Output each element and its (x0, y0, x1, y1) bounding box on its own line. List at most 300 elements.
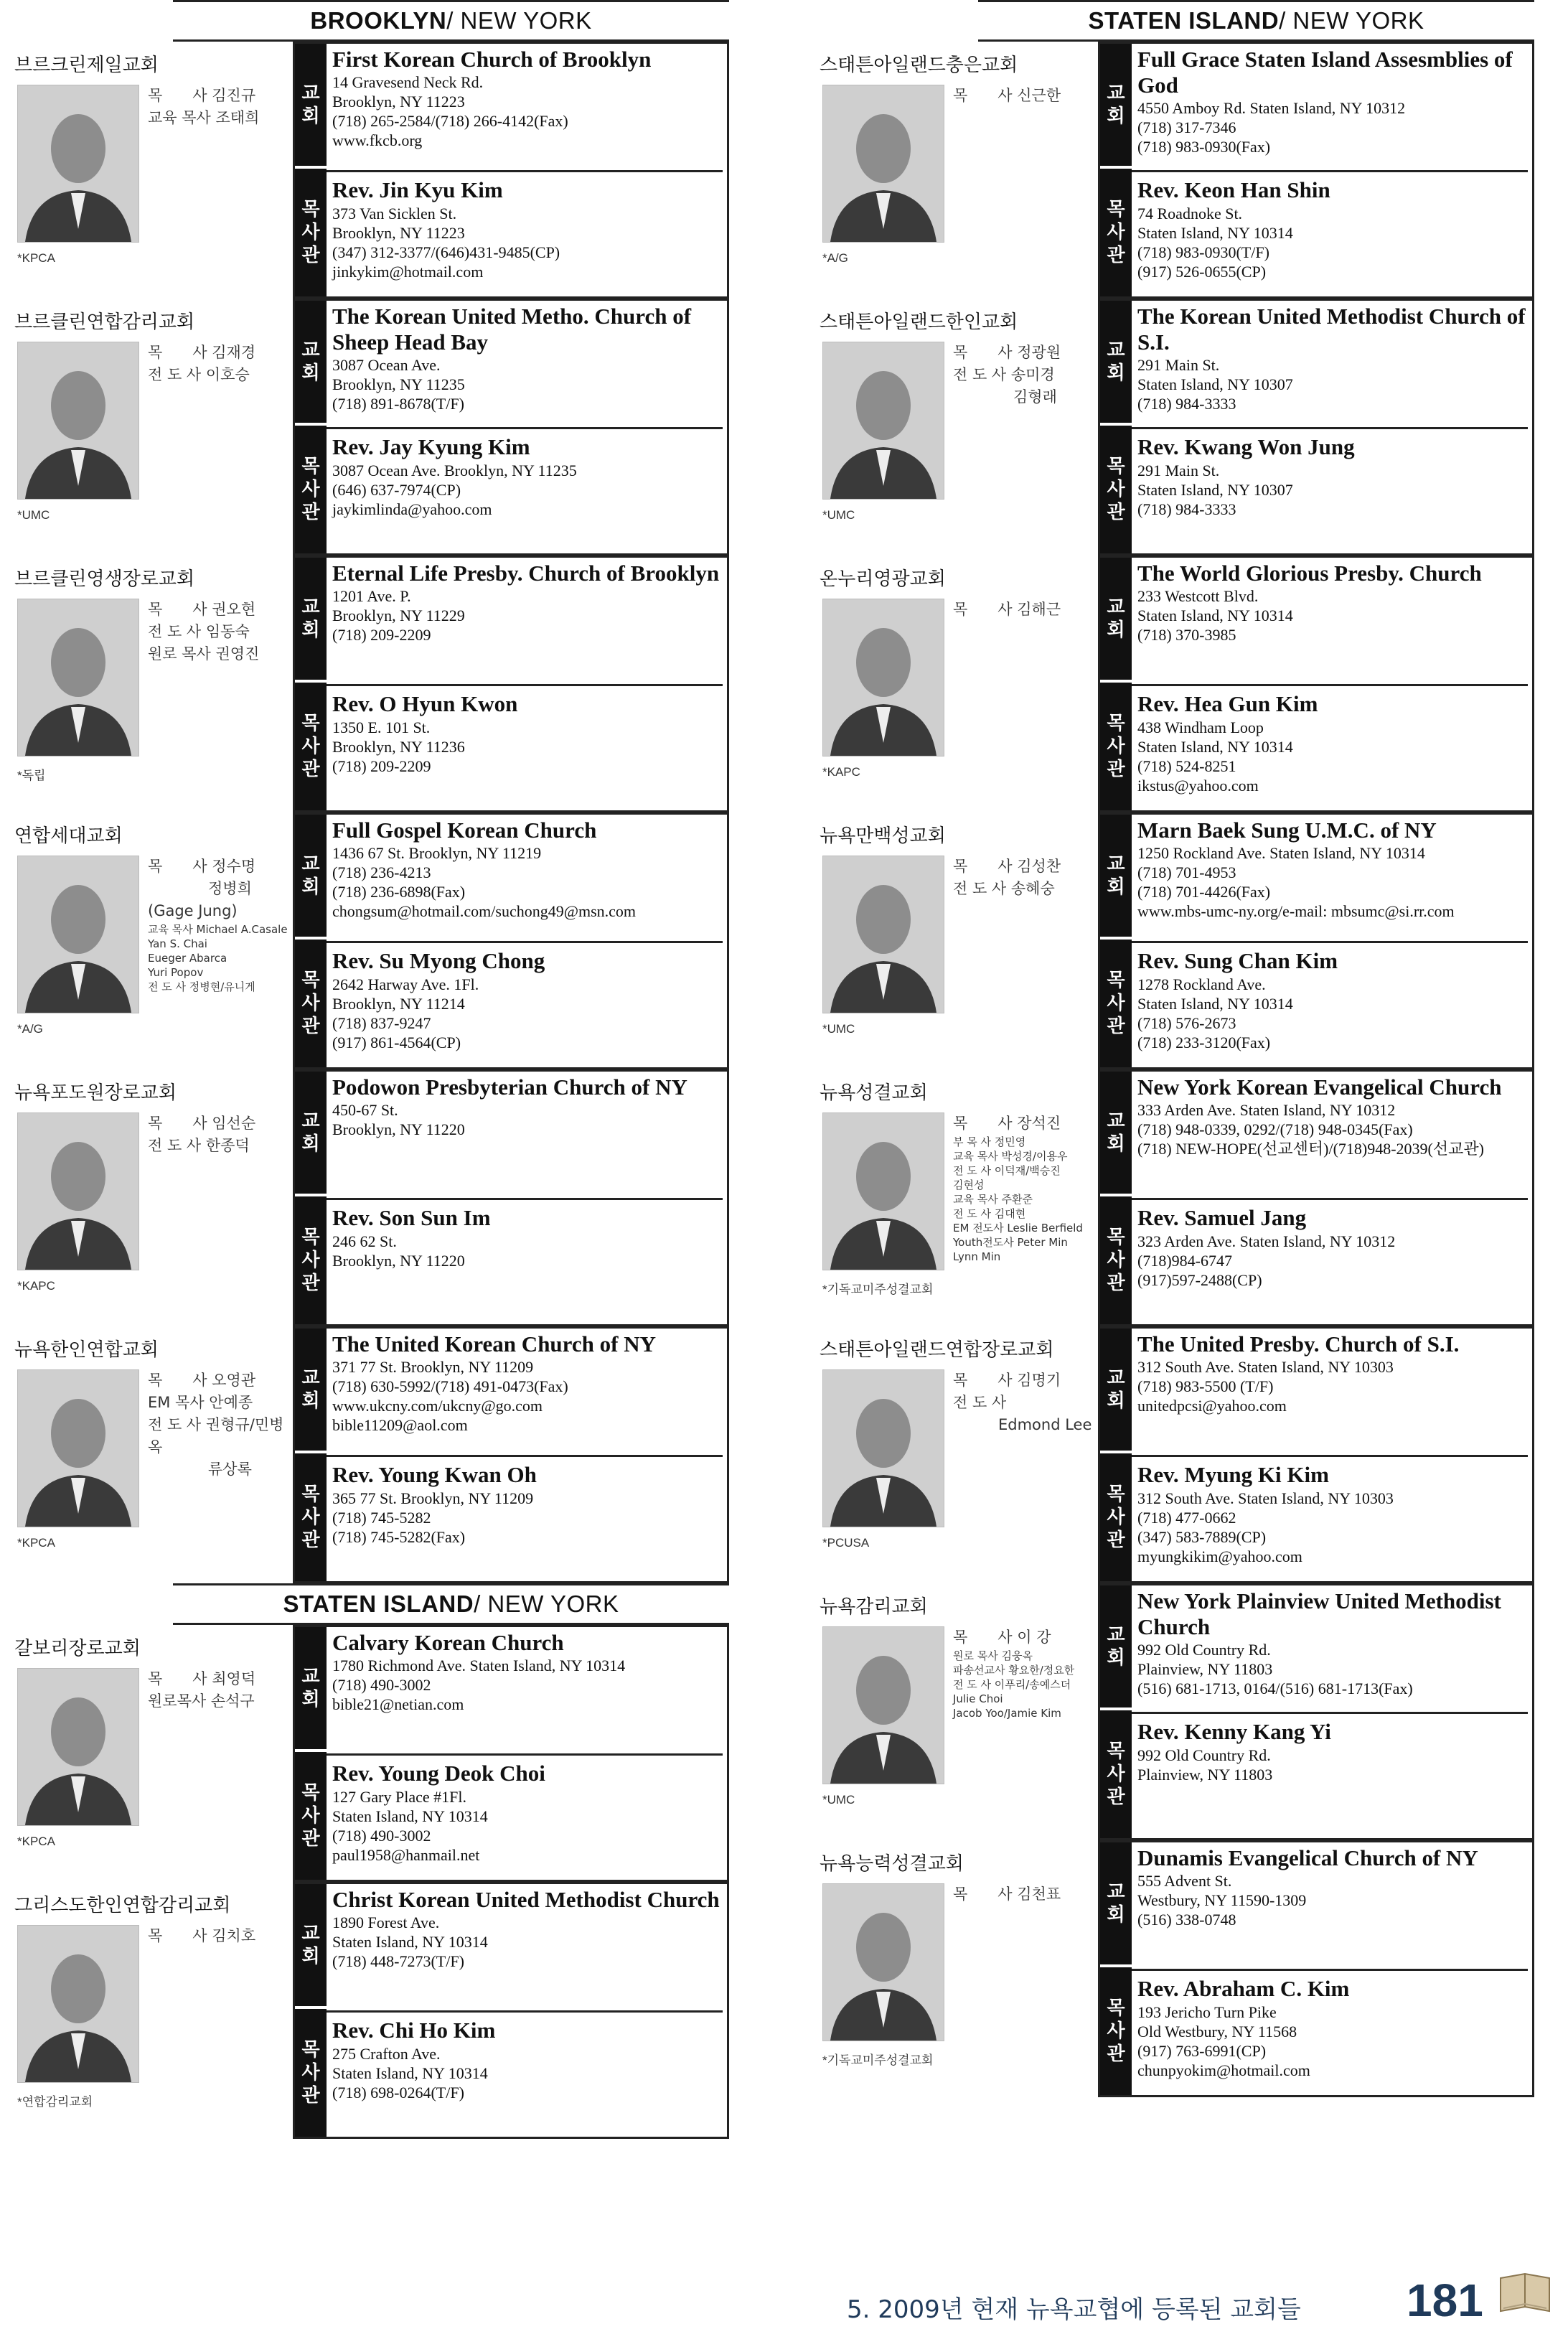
pastor-info (327, 1455, 723, 1578)
staff-line: 전 도 사 송혜숭 (953, 880, 1055, 897)
pastor-label-char: 목 (301, 1782, 320, 1804)
pastor-name: Rev. Su Myong Chong (332, 948, 545, 973)
brooklyn-header-bold: BROOKLYN (310, 7, 447, 34)
pastor-address-line: (718)984-6747 (1137, 1252, 1232, 1270)
pastor-info (1132, 1198, 1528, 1321)
staff-line: 목 사 오영관 (148, 1372, 256, 1389)
church-name: Full Grace Staten Island Assesmblies of God (1137, 47, 1513, 98)
pastor-info (1132, 684, 1528, 807)
pastor-address-line: 438 Windham Loop (1137, 718, 1264, 736)
pastor-address-line: 373 Van Sicklen St. (332, 205, 457, 222)
pastor-address-line: 312 South Ave. Staten Island, NY 10303 (1137, 1489, 1394, 1507)
church-name: Marn Baek Sung U.M.C. of NY (1137, 818, 1437, 843)
staten-left-header (173, 1583, 729, 1625)
pastor-address-line: Staten Island, NY 10314 (1137, 995, 1293, 1013)
staten-right-header-bold: STATEN ISLAND (1088, 7, 1280, 34)
pastor-address-line: 323 Arden Ave. Staten Island, NY 10312 (1137, 1232, 1396, 1250)
pastor-label-char: 관 (1107, 2043, 1125, 2065)
staten-right-header-rest: / NEW YORK (1279, 7, 1424, 34)
pastor-info (1132, 427, 1528, 551)
pastor-label-block (1100, 1967, 1132, 2095)
staff-line: 원로 목사 권영진 (148, 645, 260, 662)
pastor-address-line: (917) 861-4564(CP) (332, 1034, 461, 1051)
pastor-label-block (295, 1453, 327, 1581)
pastor-address-line: 127 Gary Place #1Fl. (332, 1788, 466, 1806)
contact-box (1098, 1840, 1534, 2097)
pastor-label-char: 사 (301, 2062, 320, 2084)
church-address-line: Brooklyn, NY 11235 (332, 375, 465, 393)
staff-line: 전 도 사 송미경 (953, 366, 1055, 383)
staff-line-small: Eueger Abarca (148, 952, 227, 965)
church-label-char: 회 (301, 1133, 320, 1155)
staff-list (148, 1369, 291, 1481)
church-label-char: 회 (1107, 1133, 1125, 1155)
staff-line: 전 도 사 권형규/민병옥 (148, 1416, 284, 1456)
pastor-label-block (295, 683, 327, 810)
staff-line-small: 전 도 사 이덕재/백승진 (953, 1164, 1061, 1177)
pastor-info (327, 941, 723, 1064)
church-label-char: 회 (1107, 619, 1125, 641)
church-label-char: 회 (301, 1390, 320, 1412)
church-korean-name: 스태튼아일랜드연합장로교회 (820, 1339, 1054, 1361)
church-label-char: 교 (1107, 339, 1125, 361)
staff-list (953, 342, 1097, 408)
church-label-char: 교 (301, 1367, 320, 1389)
entry-info (817, 1069, 1093, 1326)
church-info (1137, 47, 1528, 164)
church-info (332, 47, 723, 164)
pastor-address-line: 365 77 St. Brooklyn, NY 11209 (332, 1489, 534, 1507)
staff-line-small: Yuri Popov (148, 966, 204, 979)
pastor-name: Rev. Jay Kyung Kim (332, 434, 530, 459)
pastor-address-line: (718) 233-3120(Fax) (1137, 1034, 1271, 1051)
pastor-label-char: 사 (301, 1805, 320, 1827)
pastor-address-line: Staten Island, NY 10314 (1137, 224, 1293, 242)
church-address-line: (718) 448-7273(T/F) (332, 1952, 464, 1970)
pastor-label-char: 관 (301, 245, 320, 266)
pastor-label-block (1100, 1710, 1132, 1838)
staff-line: 목 사 이 강 (953, 1629, 1051, 1646)
staff-line: 원로목사 손석구 (148, 1692, 255, 1710)
church-label-block (295, 815, 327, 937)
pastor-label-char: 관 (1107, 759, 1125, 780)
pastor-address-line: (917) 763-6991(CP) (1137, 2042, 1267, 2060)
pastor-label-char: 사 (1107, 479, 1125, 500)
church-korean-name: 브르클린영생장로교회 (14, 568, 195, 590)
church-label-block (1100, 1585, 1132, 1707)
pastor-photo (822, 1883, 944, 2041)
staff-list (953, 1112, 1097, 1264)
pastor-label-block (1100, 940, 1132, 1067)
pastor-info (327, 170, 723, 294)
church-label-block (1100, 1329, 1132, 1451)
pastor-name: Rev. Hea Gun Kim (1137, 691, 1318, 716)
pastor-label-char: 관 (1107, 1016, 1125, 1037)
pastor-name: Rev. Samuel Jang (1137, 1205, 1307, 1230)
church-entry (817, 1326, 1534, 1583)
contact-box (293, 1326, 729, 1583)
church-address-line: 333 Arden Ave. Staten Island, NY 10312 (1137, 1101, 1396, 1119)
pastor-address-line: (718) 524-8251 (1137, 757, 1236, 775)
staff-line: EM 목사 안예종 (148, 1394, 253, 1411)
pastor-photo (822, 85, 944, 243)
church-name: New York Korean Evangelical Church (1137, 1074, 1502, 1100)
left-column (11, 0, 729, 2139)
church-address-line: www.fkcb.org (332, 131, 423, 149)
contact-box (293, 812, 729, 1069)
church-address-line: bible11209@aol.com (332, 1416, 468, 1434)
pastor-photo (17, 856, 139, 1013)
church-entry (817, 812, 1534, 1069)
pastor-photo (822, 1369, 944, 1527)
staff-line: 목 사 김치호 (148, 1927, 256, 1944)
pastor-label-block (1100, 426, 1132, 553)
church-address-line: Brooklyn, NY 11220 (332, 1120, 465, 1138)
pastor-address-line: 193 Jericho Turn Pike (1137, 2003, 1277, 2021)
church-label-char: 교 (1107, 1624, 1125, 1646)
staff-line: 전 도 사 한종덕 (148, 1137, 250, 1154)
church-name: The World Glorious Presby. Church (1137, 561, 1482, 586)
pastor-address-line: myungkikim@yahoo.com (1137, 1547, 1302, 1565)
pastor-label-block (1100, 1196, 1132, 1324)
church-info (332, 1630, 723, 1748)
pastor-label-char: 목 (301, 199, 320, 220)
church-korean-name: 뉴욕감리교회 (820, 1596, 928, 1618)
pastor-photo (17, 85, 139, 243)
pastor-label-char: 목 (1107, 713, 1125, 734)
church-address-line: (718) 265-2584/(718) 266-4142(Fax) (332, 112, 568, 130)
church-address-line: 291 Main St. (1137, 356, 1220, 374)
pastor-photo (17, 1668, 139, 1826)
entry-info (11, 1069, 288, 1326)
pastor-label-char: 목 (301, 1227, 320, 1248)
denomination-label: *KAPC (17, 1279, 55, 1293)
church-address-line: (718) 209-2209 (332, 626, 431, 644)
staff-list (148, 1925, 291, 1947)
pastor-name: Rev. Sung Chan Kim (1137, 948, 1338, 973)
church-address-line: (718) 490-3002 (332, 1676, 431, 1694)
entry-info (11, 812, 288, 1069)
church-entry (817, 1069, 1534, 1326)
staff-line: 교육 목사 조태희 (148, 109, 260, 126)
pastor-address-line: Staten Island, NY 10314 (1137, 738, 1293, 756)
pastor-photo (17, 1925, 139, 2083)
church-address-line: 1436 67 St. Brooklyn, NY 11219 (332, 844, 542, 862)
pastor-address-line: (718) 745-5282(Fax) (332, 1528, 466, 1546)
pastor-photo (822, 599, 944, 756)
pastor-address-line: Plainview, NY 11803 (1137, 1766, 1273, 1784)
denomination-label: *A/G (17, 1022, 43, 1036)
pastor-label-char: 목 (1107, 199, 1125, 220)
pastor-label-char: 사 (1107, 1763, 1125, 1785)
pastor-label-char: 관 (1107, 1529, 1125, 1551)
church-label-block (295, 1627, 327, 1749)
church-label-block (295, 558, 327, 680)
contact-box (293, 1882, 729, 2139)
pastor-address-line: 74 Roadnoke St. (1137, 205, 1243, 222)
church-info (332, 561, 723, 678)
pastor-name: Rev. O Hyun Kwon (332, 691, 518, 716)
church-entry (11, 1326, 729, 1583)
staff-line-small: 부 목 사 정민영 (953, 1135, 1026, 1148)
staff-line: 전 도 사 임동숙 (148, 623, 250, 640)
denomination-label: *UMC (822, 508, 855, 522)
contact-box (293, 42, 729, 299)
pastor-address-line: 1278 Rockland Ave. (1137, 975, 1266, 993)
pastor-address-line: ikstus@yahoo.com (1137, 777, 1259, 795)
church-entry (817, 1583, 1534, 1840)
pastor-label-char: 사 (301, 736, 320, 757)
pastor-address-line: (718) 837-9247 (332, 1014, 431, 1032)
church-label-char: 회 (301, 1946, 320, 1967)
staff-list (953, 1626, 1097, 1720)
church-address-line: Staten Island, NY 10314 (1137, 606, 1293, 624)
contact-box (1098, 1326, 1534, 1583)
staff-line-small: Jacob Yoo/Jamie Kim (953, 1707, 1061, 1720)
church-address-line: (718) 236-6898(Fax) (332, 883, 466, 901)
entry-info (11, 1625, 288, 1882)
pastor-info (1132, 1969, 1528, 2092)
pastor-label-char: 사 (1107, 736, 1125, 757)
church-name: The Korean United Methodist Church of S.I. (1137, 304, 1526, 355)
staff-list (148, 599, 291, 665)
staff-line: 목 사 권오현 (148, 601, 256, 618)
church-address-line: 14 Gravesend Neck Rd. (332, 73, 484, 91)
church-address-line: 233 Westcott Blvd. (1137, 587, 1259, 605)
church-info (1137, 1331, 1528, 1449)
pastor-label-block (1100, 683, 1132, 810)
pastor-label-block (295, 1752, 327, 1880)
staten-left-header-rest: / NEW YORK (474, 1591, 619, 1617)
pastor-name: Rev. Kwang Won Jung (1137, 434, 1355, 459)
pastor-photo (822, 342, 944, 500)
church-name: First Korean Church of Brooklyn (332, 47, 652, 72)
church-label-block (1100, 815, 1132, 937)
pastor-label-char: 목 (1107, 970, 1125, 991)
entry-info (817, 812, 1093, 1069)
church-korean-name: 스태튼아일랜드한인교회 (820, 311, 1018, 333)
church-address-line: 1780 Richmond Ave. Staten Island, NY 10314 (332, 1657, 626, 1674)
pastor-info (327, 1198, 723, 1321)
pastor-label-char: 관 (301, 1273, 320, 1294)
pastor-label-block (295, 426, 327, 553)
church-address-line: 371 77 St. Brooklyn, NY 11209 (332, 1358, 534, 1376)
staff-line: 목 사 정수명 (148, 858, 256, 875)
contact-box (293, 1625, 729, 1882)
church-info (1137, 1845, 1528, 1963)
church-address-line: 450-67 St. (332, 1101, 398, 1119)
pastor-address-line: (718) 984-3333 (1137, 500, 1236, 518)
staff-list (148, 1112, 291, 1157)
church-name: Podowon Presbyterian Church of NY (332, 1074, 687, 1100)
staff-line: (Gage Jung) (148, 902, 238, 919)
church-info (332, 1887, 723, 2005)
church-label-char: 회 (1107, 1390, 1125, 1412)
pastor-address-line: Brooklyn, NY 11236 (332, 738, 465, 756)
church-address-line: (718) 984-3333 (1137, 395, 1236, 413)
right-column (817, 0, 1534, 2097)
staff-list (953, 1883, 1097, 1906)
pastor-name: Rev. Myung Ki Kim (1137, 1462, 1329, 1487)
pastor-address-line: Old Westbury, NY 11568 (1137, 2023, 1297, 2041)
church-label-char: 교 (1107, 1367, 1125, 1389)
pastor-label-char: 목 (1107, 1227, 1125, 1248)
church-entry (11, 1882, 729, 2139)
denomination-label: *KPCA (17, 1536, 55, 1550)
church-label-block (1100, 1842, 1132, 1964)
church-address-line: (516) 338-0748 (1137, 1911, 1236, 1929)
pastor-name: Rev. Jin Kyu Kim (332, 177, 503, 202)
pastor-address-line: Brooklyn, NY 11223 (332, 224, 465, 242)
church-address-line: bible21@netian.com (332, 1695, 464, 1713)
staff-line: Edmond Lee (953, 1416, 1092, 1433)
entry-info (817, 299, 1093, 556)
entry-info (11, 1882, 288, 2139)
entry-info (11, 1326, 288, 1583)
page-number: 181 (1407, 2275, 1483, 2326)
church-name: Calvary Korean Church (332, 1630, 564, 1655)
staff-line: 목 사 김명기 (953, 1372, 1061, 1389)
contact-box (293, 299, 729, 556)
staff-line-small: 파송선교사 황요한/정요한 (953, 1664, 1075, 1677)
staff-list (953, 599, 1097, 621)
church-label-char: 교 (1107, 1881, 1125, 1903)
staten-left-header-bold: STATEN ISLAND (283, 1591, 474, 1617)
denomination-label: *KAPC (822, 765, 860, 779)
staff-line: 목 사 장석진 (953, 1115, 1061, 1132)
entry-info (817, 1326, 1093, 1583)
pastor-label-char: 사 (301, 1507, 320, 1528)
entry-info (817, 42, 1093, 299)
church-info (1137, 561, 1528, 678)
staff-line: 목 사 임선순 (148, 1115, 256, 1132)
church-label-char: 교 (301, 1923, 320, 1944)
pastor-label-char: 목 (301, 456, 320, 477)
denomination-label: *기독교미주성결교회 (822, 1283, 934, 1296)
pastor-info (1132, 170, 1528, 294)
church-korean-name: 스태튼아일랜드충은교회 (820, 55, 1018, 76)
pastor-address-line: (718) 477-0662 (1137, 1509, 1236, 1527)
staff-list (148, 856, 291, 994)
pastor-info (1132, 941, 1528, 1064)
church-korean-name: 뉴욕만백성교회 (820, 825, 946, 847)
pastor-info (1132, 1712, 1528, 1835)
pastor-name: Rev. Chi Ho Kim (332, 2018, 496, 2043)
staff-line-small: 원로 목사 김웅옥 (953, 1649, 1033, 1662)
church-address-line: www.mbs-umc-ny.org/e-mail: mbsumc@si.rr.com (1137, 902, 1455, 920)
church-label-char: 교 (1107, 83, 1125, 104)
church-label-char: 회 (1107, 876, 1125, 898)
church-label-char: 회 (1107, 106, 1125, 127)
pastor-address-line: (718) 698-0264(T/F) (332, 2084, 464, 2102)
church-label-char: 교 (301, 853, 320, 875)
church-address-line: 992 Old Country Rd. (1137, 1641, 1271, 1659)
church-address-line: 312 South Ave. Staten Island, NY 10303 (1137, 1358, 1394, 1376)
denomination-label: *기독교미주성결교회 (822, 2053, 934, 2067)
pastor-name: Rev. Keon Han Shin (1137, 177, 1330, 202)
church-label-char: 교 (1107, 596, 1125, 618)
denomination-label: *UMC (17, 508, 50, 522)
pastor-address-line: Staten Island, NY 10314 (332, 2064, 488, 2082)
pastor-address-line: (917) 526-0655(CP) (1137, 263, 1267, 281)
church-entry (11, 1069, 729, 1326)
church-label-char: 교 (301, 339, 320, 361)
church-info (1137, 1588, 1528, 1706)
church-name: Dunamis Evangelical Church of NY (1137, 1845, 1478, 1870)
footer-caption: 5. 2009년 현재 뉴욕교협에 등록된 교회들 (847, 2295, 1301, 2324)
church-entry (11, 812, 729, 1069)
church-address-line: Brooklyn, NY 11223 (332, 93, 465, 111)
pastor-address-line: Brooklyn, NY 11220 (332, 1252, 465, 1270)
pastor-label-char: 관 (1107, 1273, 1125, 1294)
brooklyn-header (173, 0, 729, 42)
church-label-block (295, 301, 327, 423)
staff-line: 목 사 김재경 (148, 344, 256, 361)
staff-line-small: 교육 목사 Michael A.Casale (148, 923, 288, 936)
pastor-address-line: 992 Old Country Rd. (1137, 1746, 1271, 1764)
entry-info (11, 299, 288, 556)
staff-line: 목 사 김진규 (148, 87, 256, 104)
pastor-label-char: 목 (1107, 1484, 1125, 1505)
contact-box (293, 556, 729, 812)
church-label-char: 회 (301, 106, 320, 127)
staff-line: 전 도 사 (953, 1394, 1007, 1411)
pastor-name: Rev. Kenny Kang Yi (1137, 1719, 1331, 1744)
contact-box (1098, 812, 1534, 1069)
pastor-photo (822, 1626, 944, 1784)
pastor-address-line: (646) 637-7974(CP) (332, 481, 461, 499)
pastor-photo (822, 856, 944, 1013)
church-address-line: Westbury, NY 11590-1309 (1137, 1891, 1307, 1909)
church-name: The United Presby. Church of S.I. (1137, 1331, 1460, 1357)
staff-line: 전 도 사 이호승 (148, 366, 250, 383)
pastor-label-char: 관 (301, 759, 320, 780)
church-info (332, 304, 723, 421)
pastor-address-line: (718) 209-2209 (332, 757, 431, 775)
church-label-char: 교 (301, 1666, 320, 1687)
pastor-label-char: 사 (301, 1250, 320, 1271)
pastor-label-block (295, 940, 327, 1067)
church-address-line: (718) 317-7346 (1137, 118, 1236, 136)
staff-line: 김형래 (953, 388, 1057, 406)
entry-info (11, 556, 288, 812)
pastor-info (327, 427, 723, 551)
church-label-block (1100, 301, 1132, 423)
church-address-line: (718) 891-8678(T/F) (332, 395, 464, 413)
pastor-label-char: 관 (1107, 502, 1125, 523)
church-address-line: (718) 983-0930(Fax) (1137, 138, 1271, 156)
church-label-char: 교 (301, 1110, 320, 1132)
pastor-label-block (295, 169, 327, 296)
pastor-address-line: Staten Island, NY 10307 (1137, 481, 1293, 499)
church-info (1137, 818, 1528, 935)
church-label-char: 교 (1107, 1110, 1125, 1132)
staff-list (953, 85, 1097, 107)
staff-line: 목 사 김성찬 (953, 858, 1061, 875)
church-label-char: 교 (301, 596, 320, 618)
staff-line-small: Youth전도사 Peter Min (953, 1236, 1068, 1249)
entry-info (11, 42, 288, 299)
staff-line: 목 사 정광원 (953, 344, 1061, 361)
church-entry (817, 1840, 1534, 2097)
church-korean-name: 브르크린제일교회 (14, 55, 159, 76)
staff-line: 목 사 최영덕 (148, 1670, 256, 1687)
brooklyn-header-rest: / NEW YORK (446, 7, 592, 34)
staff-list (148, 85, 291, 129)
pastor-label-char: 목 (301, 2039, 320, 2061)
pastor-label-char: 관 (1107, 245, 1125, 266)
church-korean-name: 뉴욕포도원장로교회 (14, 1082, 177, 1104)
